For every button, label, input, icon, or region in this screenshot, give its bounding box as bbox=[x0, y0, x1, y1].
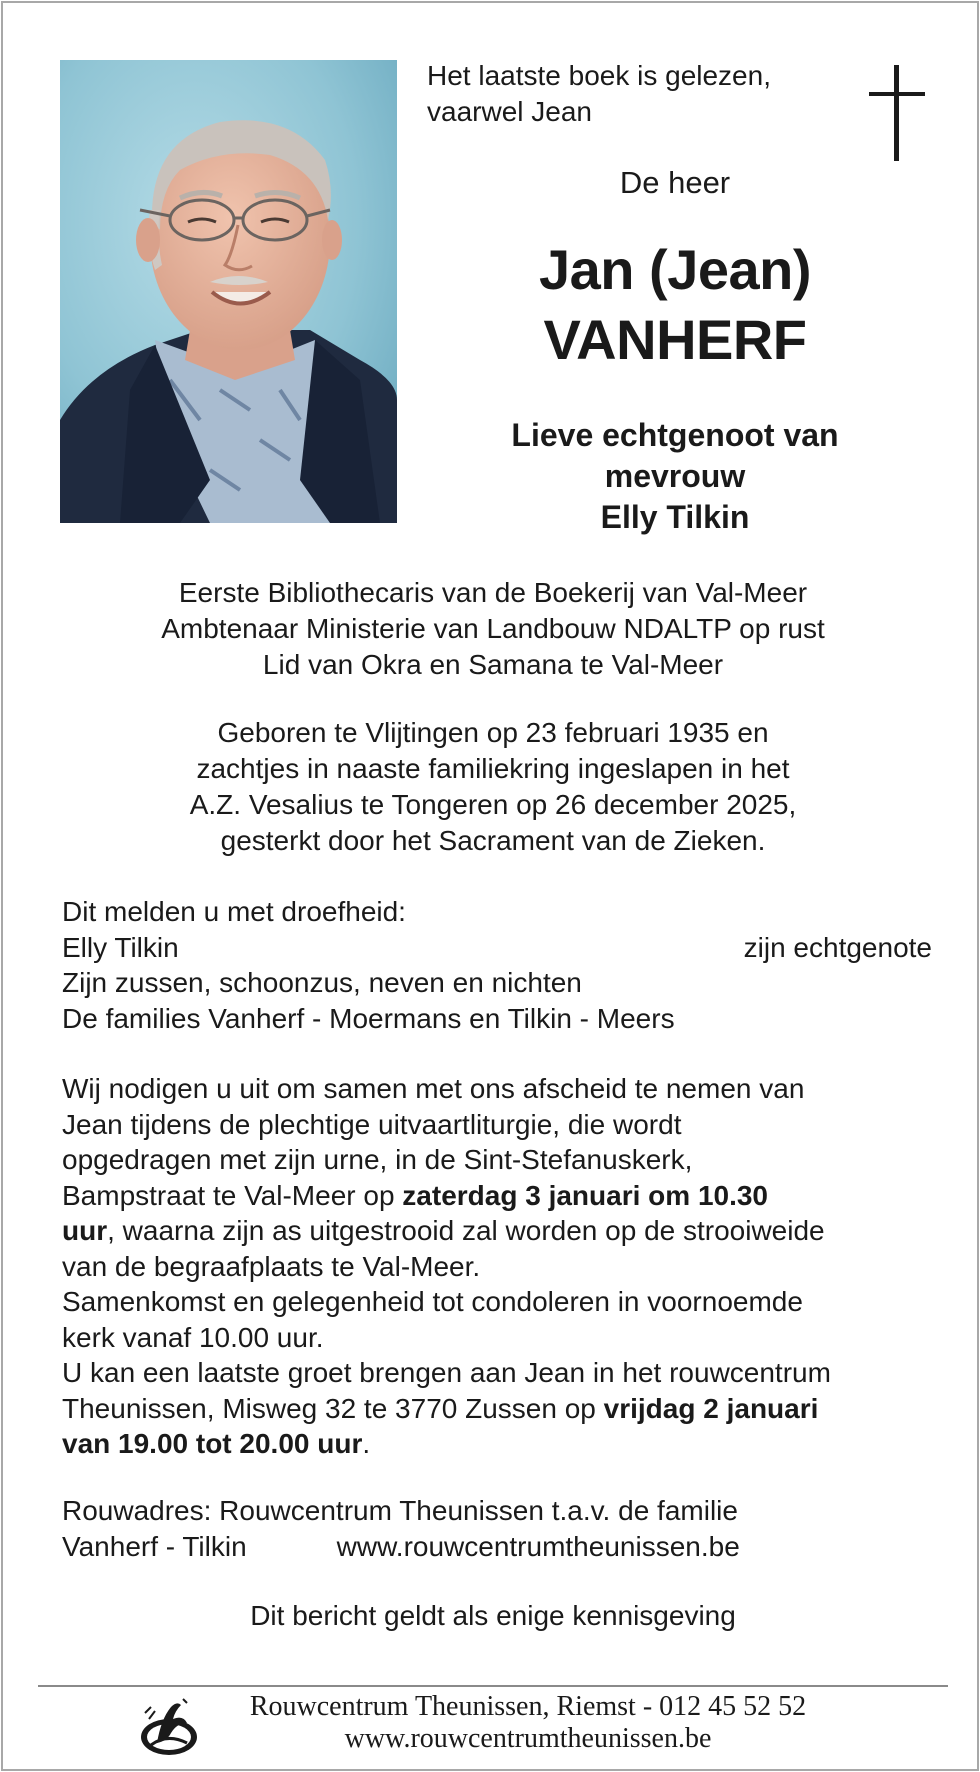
announcement-block bbox=[62, 894, 932, 1036]
invite-line: U kan een laatste groet brengen aan Jean in het rouwcentrum bbox=[62, 1357, 831, 1388]
invite-line bbox=[62, 1426, 932, 1462]
role-line: Ambtenaar Ministerie van Landbouw NDALTP op rust bbox=[161, 613, 825, 644]
invite-text: . bbox=[362, 1428, 371, 1459]
funeral-home-logo-icon bbox=[137, 1693, 201, 1757]
born-line: gesterkt door het Sacrament van de Zieken. bbox=[220, 825, 766, 856]
invite-line: opgedragen met zijn urne, in de Sint-Stefanuskerk, bbox=[62, 1144, 693, 1175]
invite-line bbox=[62, 1178, 932, 1214]
spouse-line-3: Elly Tilkin bbox=[600, 499, 750, 535]
address-website-link[interactable]: www.rouwcentrumtheunissen.be bbox=[336, 1530, 740, 1562]
born-line: Geboren te Vlijtingen op 23 februari 1935 en bbox=[217, 717, 769, 748]
invite-line: kerk vanaf 10.00 uur. bbox=[62, 1321, 324, 1353]
notice-text: Dit bericht geldt als enige kennisgeving bbox=[250, 1600, 736, 1631]
footer-company: Rouwcentrum Theunissen, Riemst - 012 45 52 52 bbox=[249, 1691, 807, 1722]
deceased-name bbox=[427, 235, 923, 375]
invite-line: Wij nodigen u uit om samen met ons afscheid te nemen van bbox=[62, 1073, 805, 1104]
footer-website-link[interactable]: www.rouwcentrumtheunissen.be bbox=[344, 1723, 712, 1754]
invite-line: van de begraafplaats te Val-Meer. bbox=[62, 1250, 481, 1282]
invitation-block bbox=[62, 1071, 932, 1462]
funeral-time-unit: uur bbox=[62, 1215, 108, 1246]
announce-spouse-name: Elly Tilkin bbox=[62, 931, 179, 963]
funeral-date: zaterdag 3 januari om 10.30 bbox=[402, 1179, 769, 1211]
address-line-2 bbox=[62, 1529, 932, 1565]
motto-line-1: Het laatste boek is gelezen, bbox=[427, 60, 771, 91]
invite-text: , waarna zijn as uitgestrooid zal worden op de strooiweide bbox=[107, 1215, 825, 1246]
motto-text bbox=[427, 58, 771, 130]
first-name: Jan (Jean) bbox=[539, 238, 811, 301]
obituary-card bbox=[1, 1, 979, 1771]
role-line: Lid van Okra en Samana te Val-Meer bbox=[262, 649, 724, 680]
spouse-block bbox=[427, 415, 923, 538]
invite-line: Jean tijdens de plechtige uitvaartliturgie, die wordt bbox=[62, 1108, 682, 1140]
announce-spouse-relation: zijn echtgenote bbox=[743, 931, 932, 963]
spouse-line-2: mevrouw bbox=[604, 458, 746, 494]
announce-family-1: Zijn zussen, schoonzus, neven en nichten bbox=[62, 967, 582, 998]
cross-icon bbox=[869, 65, 925, 161]
address-line-1: Rouwadres: Rouwcentrum Theunissen t.a.v. de familie bbox=[62, 1495, 738, 1526]
visitation-time: van 19.00 tot 20.00 uur bbox=[62, 1428, 363, 1459]
announce-family-2: De families Vanherf - Moermans en Tilkin - Meers bbox=[62, 1002, 675, 1034]
invite-text: Theunissen, Misweg 32 te 3770 Zussen op bbox=[62, 1392, 604, 1424]
announce-spouse-row bbox=[62, 930, 932, 966]
portrait-photo bbox=[60, 60, 397, 523]
footer-divider bbox=[38, 1685, 948, 1687]
address-block bbox=[62, 1493, 932, 1564]
visitation-date: vrijdag 2 januari bbox=[603, 1392, 819, 1424]
invite-text: Bampstraat te Val-Meer op bbox=[62, 1179, 403, 1211]
motto-line-2: vaarwel Jean bbox=[427, 96, 592, 127]
invite-line bbox=[62, 1391, 932, 1427]
born-line: A.Z. Vesalius te Tongeren op 26 december 2025, bbox=[189, 789, 797, 820]
roles-block bbox=[33, 575, 953, 683]
born-line: zachtjes in naaste familiekring ingeslapen in het bbox=[196, 753, 790, 784]
invite-line bbox=[62, 1213, 932, 1249]
last-name: VANHERF bbox=[543, 308, 807, 371]
spouse-line-1: Lieve echtgenoot van bbox=[511, 417, 839, 453]
invite-line: Samenkomst en gelegenheid tot condoleren in voornoemde bbox=[62, 1286, 803, 1317]
announce-intro: Dit melden u met droefheid: bbox=[62, 896, 406, 927]
birth-death-block bbox=[33, 715, 953, 859]
address-family: Vanherf - Tilkin bbox=[62, 1530, 247, 1562]
honorific: De heer bbox=[619, 165, 731, 200]
role-line: Eerste Bibliothecaris van de Boekerij van Val-Meer bbox=[178, 577, 808, 608]
